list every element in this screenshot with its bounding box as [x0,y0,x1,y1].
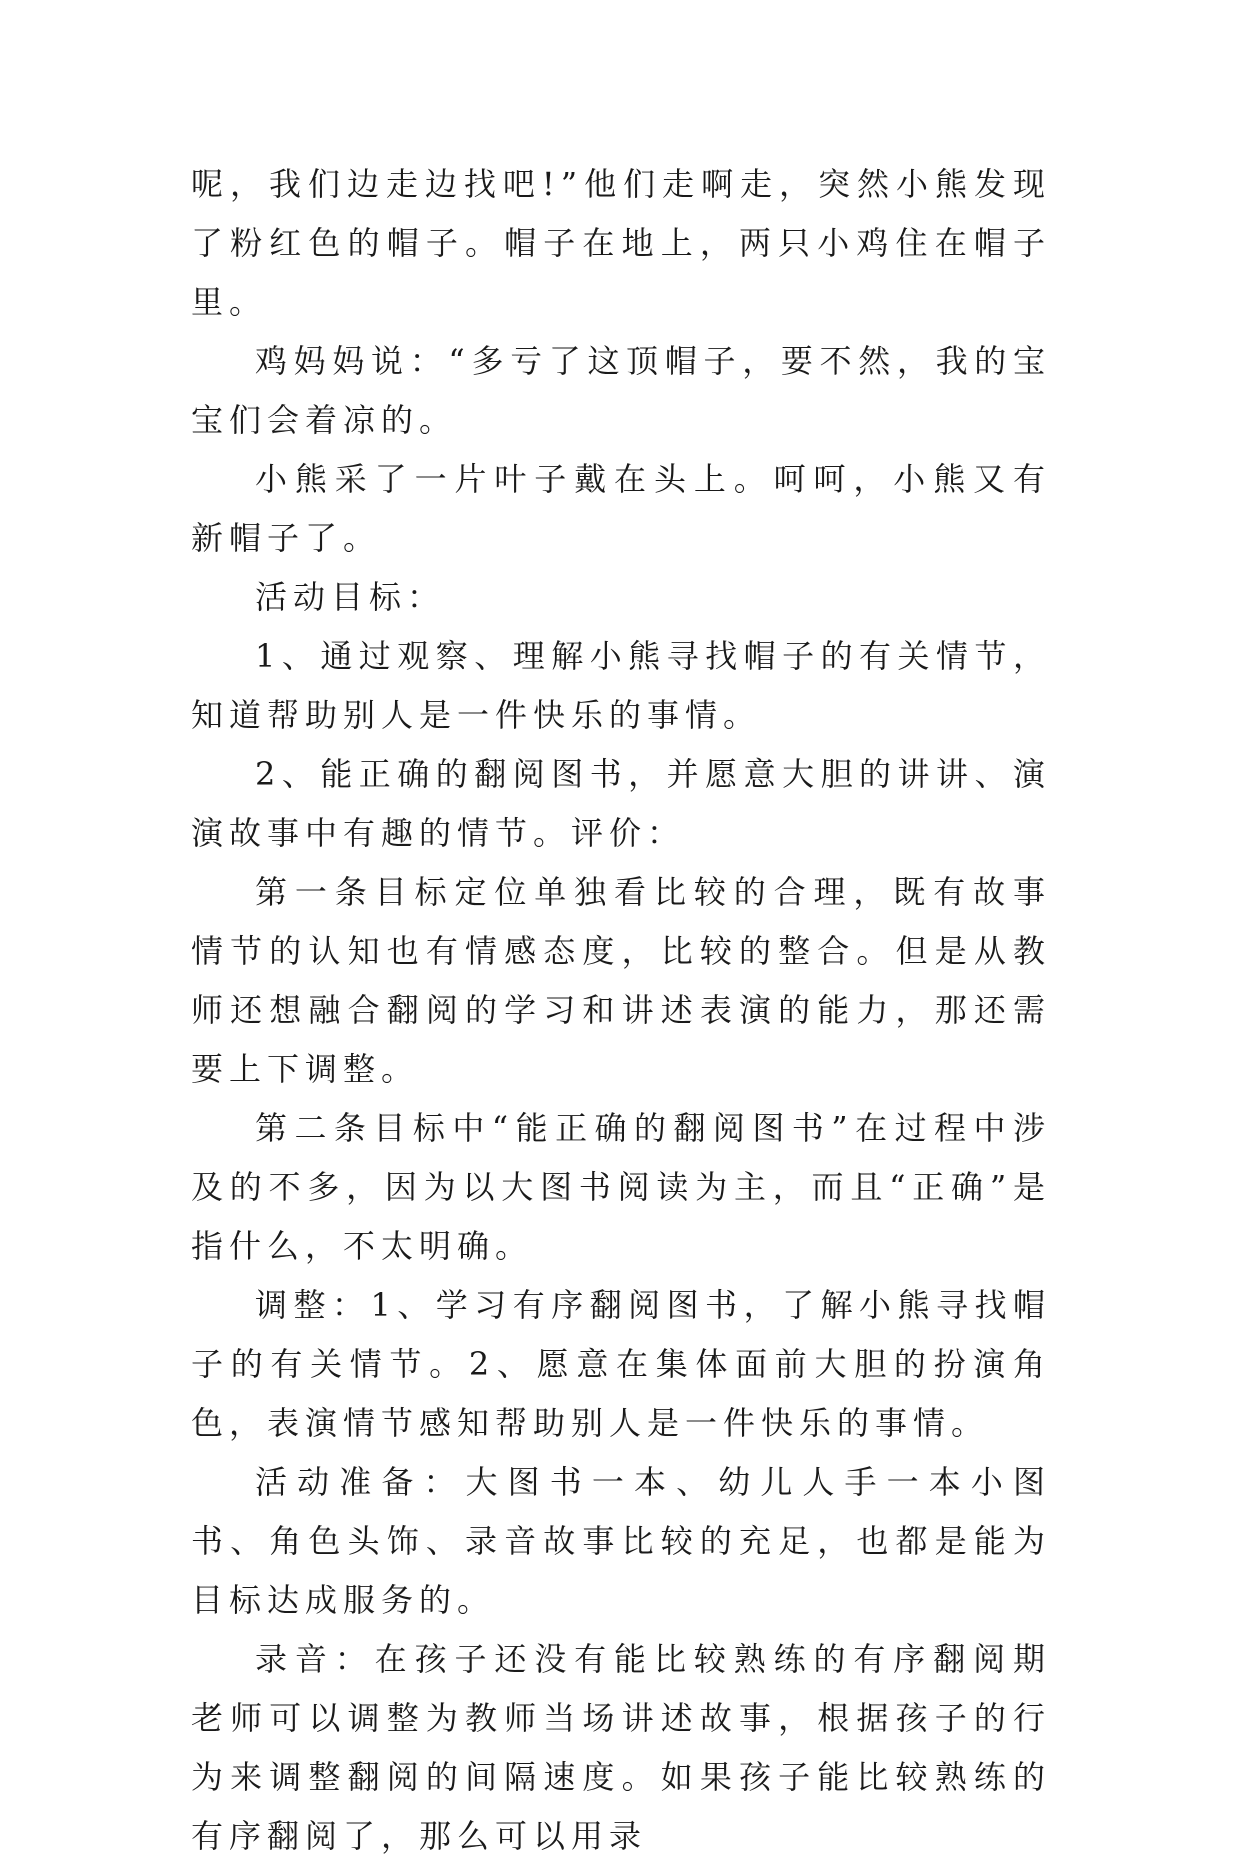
paragraph: 小熊采了一片叶子戴在头上。呵呵，小熊又有新帽子了。 [191,460,1051,557]
paragraph: 活动准备：大图书一本、幼儿人手一本小图书、角色头饰、录音故事比较的充足，也都是能为目标达成服务的。 [191,1463,1051,1619]
paragraph: 呢，我们边走边找吧!”他们走啊走，突然小熊发现了粉红色的帽子。帽子在地上，两只小鸡住在帽子里。 [191,165,1051,321]
paragraph: 第二条目标中“能正确的翻阅图书”在过程中涉及的不多，因为以大图书阅读为主，而且“正确”是指什么，不太明确。 [191,1109,1051,1265]
paragraph: 调整：1、学习有序翻阅图书，了解小熊寻找帽子的有关情节。2、愿意在集体面前大胆的扮演角色，表演情节感知帮助别人是一件快乐的事情。 [191,1286,1051,1442]
section-heading: 活动目标： [255,578,446,616]
paragraph: 第一条目标定位单独看比较的合理，既有故事情节的认知也有情感态度，比较的整合。但是从教师还想融合翻阅的学习和讲述表演的能力，那还需要上下调整。 [191,873,1051,1088]
paragraph: 录音：在孩子还没有能比较熟练的有序翻阅期老师可以调整为教师当场讲述故事，根据孩子的行为来调整翻阅的间隔速度。如果孩子能比较熟练的有序翻阅了，那么可以用录 [191,1640,1051,1855]
paragraph: 1、通过观察、理解小熊寻找帽子的有关情节，知道帮助别人是一件快乐的事情。 [191,637,1051,734]
paragraph: 2、能正确的翻阅图书，并愿意大胆的讲讲、演演故事中有趣的情节。评价： [191,755,1051,852]
paragraph: 鸡妈妈说：“多亏了这顶帽子，要不然，我的宝宝们会着凉的。 [191,342,1051,439]
document-body [191,155,1051,1866]
